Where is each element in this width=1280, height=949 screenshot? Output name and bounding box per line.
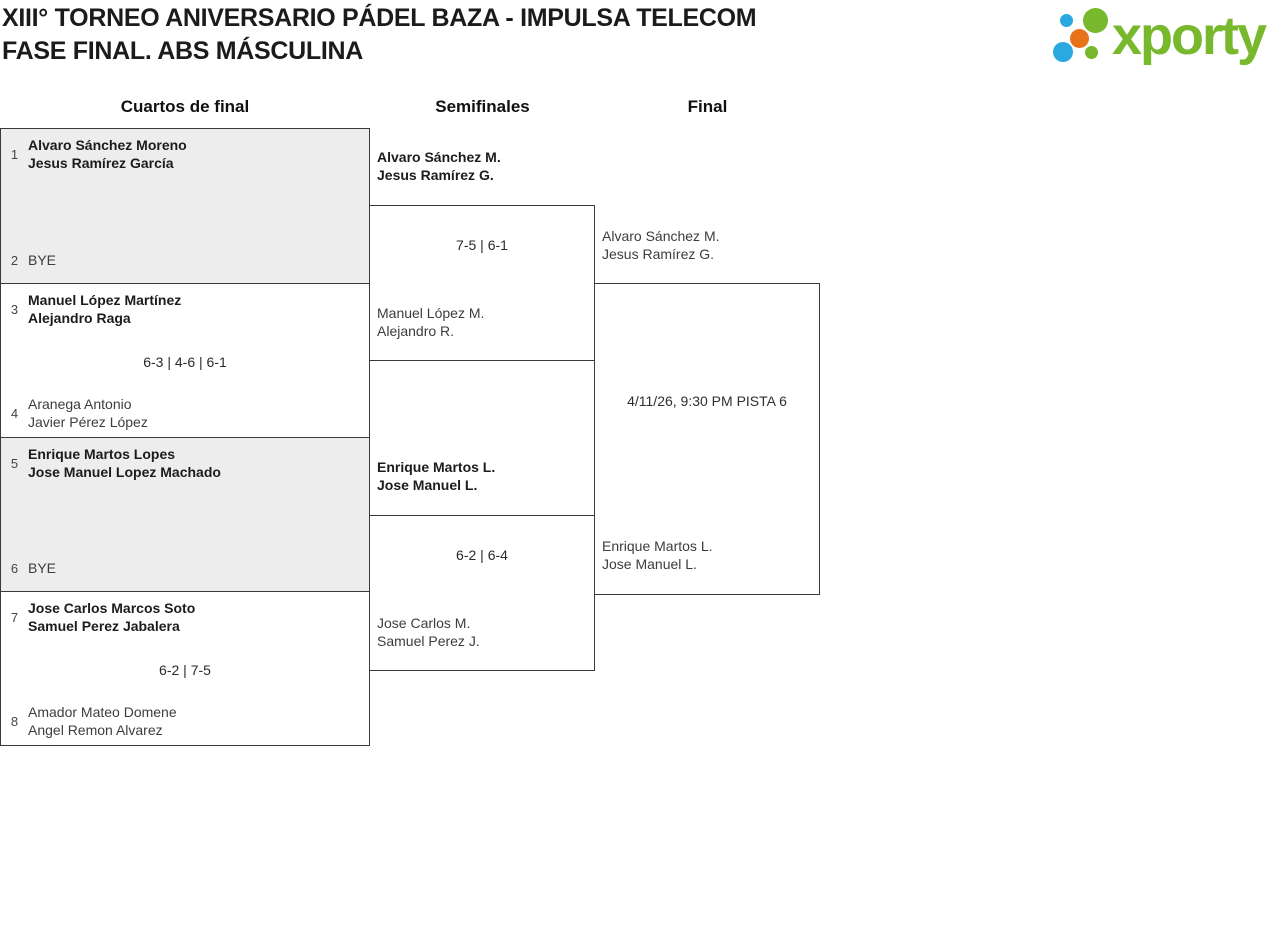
- team-names: [28, 559, 56, 577]
- match-score: 7-5 | 6-1: [456, 237, 508, 253]
- player-name: Jesus Ramírez G.: [377, 167, 494, 183]
- xporty-logo[interactable]: [1050, 5, 1280, 70]
- team-names: [28, 395, 148, 431]
- semifinal-2-top-team: [377, 458, 495, 494]
- player-name: Enrique Martos Lopes: [28, 446, 176, 462]
- team-entry: [1, 599, 195, 635]
- team-entry: [1, 395, 148, 431]
- final-bottom-team: [602, 537, 713, 573]
- player-name: Manuel López M.: [377, 305, 485, 321]
- quarterfinals-column: [0, 128, 370, 746]
- team-names: [28, 703, 177, 739]
- logo-dot-orange-icon: [1070, 29, 1089, 48]
- player-name: Manuel López Martínez: [28, 292, 182, 308]
- team-names: [28, 291, 181, 327]
- seed-number: 2: [10, 252, 19, 268]
- logo-dot-green-large-icon: [1083, 8, 1108, 33]
- seed-number: 7: [10, 609, 19, 625]
- player-name: Jose Manuel Lopez Machado: [28, 464, 221, 480]
- team-entry: [1, 703, 177, 739]
- match-quarterfinal-3: [1, 437, 369, 591]
- team-names: [28, 251, 56, 269]
- player-name: Jose Manuel L.: [602, 556, 697, 572]
- tournament-title-line2: FASE FINAL. ABS MÁSCULINA: [2, 37, 364, 65]
- team-entry: [1, 445, 221, 481]
- match-score: 6-3 | 4-6 | 6-1: [143, 354, 227, 370]
- match-score: 6-2 | 6-4: [456, 547, 508, 563]
- semifinal-2-bottom-team: [377, 614, 480, 650]
- seed-number: 6: [10, 560, 19, 576]
- player-name: Enrique Martos L.: [602, 538, 713, 554]
- seed-number: 3: [10, 301, 19, 317]
- player-name: Alvaro Sánchez Moreno: [28, 137, 187, 153]
- match-score: 6-2 | 7-5: [159, 662, 211, 678]
- team-entry-bye: [1, 559, 56, 577]
- player-name: Jose Carlos Marcos Soto: [28, 600, 196, 616]
- player-name: Alvaro Sánchez M.: [377, 149, 501, 165]
- team-entry-bye: [1, 251, 56, 269]
- player-name: Alvaro Sánchez M.: [602, 228, 720, 244]
- column-header-final: Final: [687, 97, 728, 116]
- team-entry: [1, 291, 181, 327]
- bye-label: BYE: [28, 560, 57, 576]
- player-name: Angel Remon Alvarez: [28, 722, 163, 738]
- final-top-team: [602, 227, 720, 263]
- column-header-quarterfinals: Cuartos de final: [120, 97, 250, 116]
- player-name: Enrique Martos L.: [377, 459, 496, 475]
- player-name: Jesus Ramírez G.: [602, 246, 715, 262]
- seed-number: 1: [10, 146, 19, 162]
- match-quarterfinal-2: [1, 283, 369, 437]
- seed-number: 4: [10, 405, 19, 421]
- player-name: Javier Pérez López: [28, 414, 148, 430]
- player-name: Samuel Perez J.: [377, 633, 480, 649]
- page-title: [2, 2, 756, 68]
- player-name: Samuel Perez Jabalera: [28, 618, 180, 634]
- player-name: Alejandro R.: [377, 323, 455, 339]
- player-name: Amador Mateo Domene: [28, 704, 177, 720]
- logo-wordmark: xporty: [1112, 6, 1266, 66]
- logo-dot-blue-small-icon: [1060, 14, 1073, 27]
- logo-dot-blue-large-icon: [1053, 42, 1073, 62]
- seed-number: 8: [10, 713, 19, 729]
- player-name: Alejandro Raga: [28, 310, 131, 326]
- player-name: Aranega Antonio: [28, 396, 132, 412]
- logo-dot-green-small-icon: [1085, 46, 1098, 59]
- semifinal-1-top-team: [377, 148, 501, 184]
- team-names: [28, 599, 195, 635]
- semifinal-1-bottom-team: [377, 304, 484, 340]
- final-match-schedule: 4/11/26, 9:30 PM PISTA 6: [627, 393, 787, 409]
- match-quarterfinal-4: [1, 591, 369, 745]
- match-quarterfinal-1: [1, 129, 369, 283]
- team-names: [28, 136, 187, 172]
- bye-label: BYE: [28, 252, 57, 268]
- player-name: Jesus Ramírez García: [28, 155, 174, 171]
- player-name: Jose Manuel L.: [377, 477, 478, 493]
- seed-number: 5: [10, 455, 19, 471]
- tournament-title-line1: XIII° TORNEO ANIVERSARIO PÁDEL BAZA - IMPULSA TELECOM: [2, 4, 757, 32]
- team-entry: [1, 136, 187, 172]
- player-name: Jose Carlos M.: [377, 615, 471, 631]
- column-header-semifinals: Semifinales: [435, 97, 530, 116]
- team-names: [28, 445, 221, 481]
